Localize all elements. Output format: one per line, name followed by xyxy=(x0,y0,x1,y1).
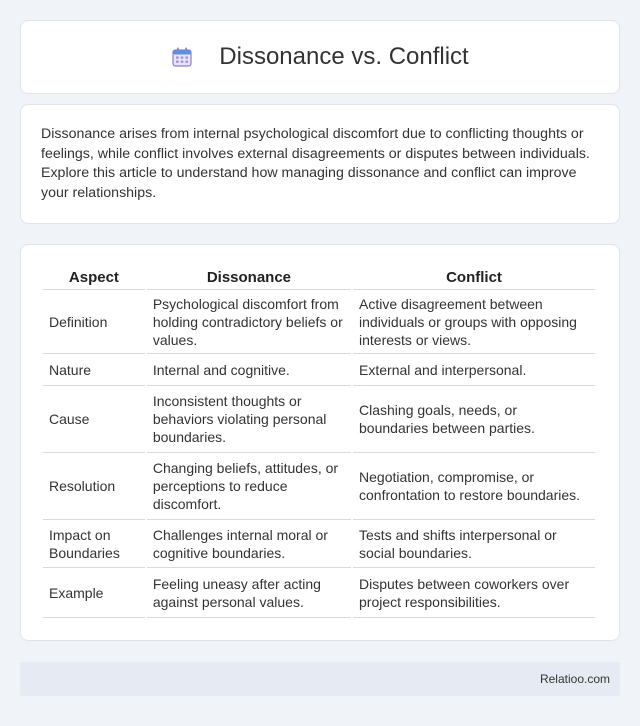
intro-card xyxy=(20,104,620,224)
footer-brand[interactable]: Relatioo.com xyxy=(539,672,610,686)
cell-dissonance: Psychological discomfort from holding contradictory beliefs or values. xyxy=(147,290,351,354)
cell-dissonance: Inconsistent thoughts or behaviors violating personal boundaries. xyxy=(147,386,351,453)
cell-aspect: Cause xyxy=(43,386,145,453)
cell-aspect: Resolution xyxy=(43,453,145,520)
comparison-table xyxy=(41,265,597,618)
table-row xyxy=(43,520,595,568)
intro-text: Dissonance arises from internal psychological discomfort due to conflicting thoughts or feelings, while conflict involves external disagreements or disputes between individuals. Explore this article to understand how managing dissonance and conflict can improve your relationships. xyxy=(41,126,590,201)
footer xyxy=(20,662,620,696)
table-row xyxy=(43,386,595,453)
cell-aspect: Definition xyxy=(43,290,145,354)
cell-aspect: Nature xyxy=(43,354,145,386)
cell-conflict: Clashing goals, needs, or boundaries between parties. xyxy=(353,386,595,453)
title-card xyxy=(20,20,620,94)
cell-conflict: Active disagreement between individuals or groups with opposing interests or views. xyxy=(353,290,595,354)
cell-dissonance: Internal and cognitive. xyxy=(147,354,351,386)
cell-dissonance: Feeling uneasy after acting against personal values. xyxy=(147,568,351,618)
table-row xyxy=(43,568,595,618)
header-aspect: Aspect xyxy=(43,265,145,290)
page-title: Dissonance vs. Conflict xyxy=(219,43,469,70)
cell-conflict: Disputes between coworkers over project responsibilities. xyxy=(353,568,595,618)
table-row xyxy=(43,354,595,386)
cell-dissonance: Challenges internal moral or cognitive boundaries. xyxy=(147,520,351,568)
calendar-icon xyxy=(171,46,193,68)
cell-conflict: Negotiation, compromise, or confrontation to restore boundaries. xyxy=(353,453,595,520)
cell-dissonance: Changing beliefs, attitudes, or perceptions to reduce discomfort. xyxy=(147,453,351,520)
header-conflict: Conflict xyxy=(353,265,595,290)
cell-conflict: External and interpersonal. xyxy=(353,354,595,386)
cell-aspect: Impact on Boundaries xyxy=(43,520,145,568)
header-dissonance: Dissonance xyxy=(147,265,351,290)
comparison-card xyxy=(20,244,620,641)
table-header-row xyxy=(43,265,595,290)
cell-aspect: Example xyxy=(43,568,145,618)
table-row xyxy=(43,290,595,354)
cell-conflict: Tests and shifts interpersonal or social boundaries. xyxy=(353,520,595,568)
table-row xyxy=(43,453,595,520)
